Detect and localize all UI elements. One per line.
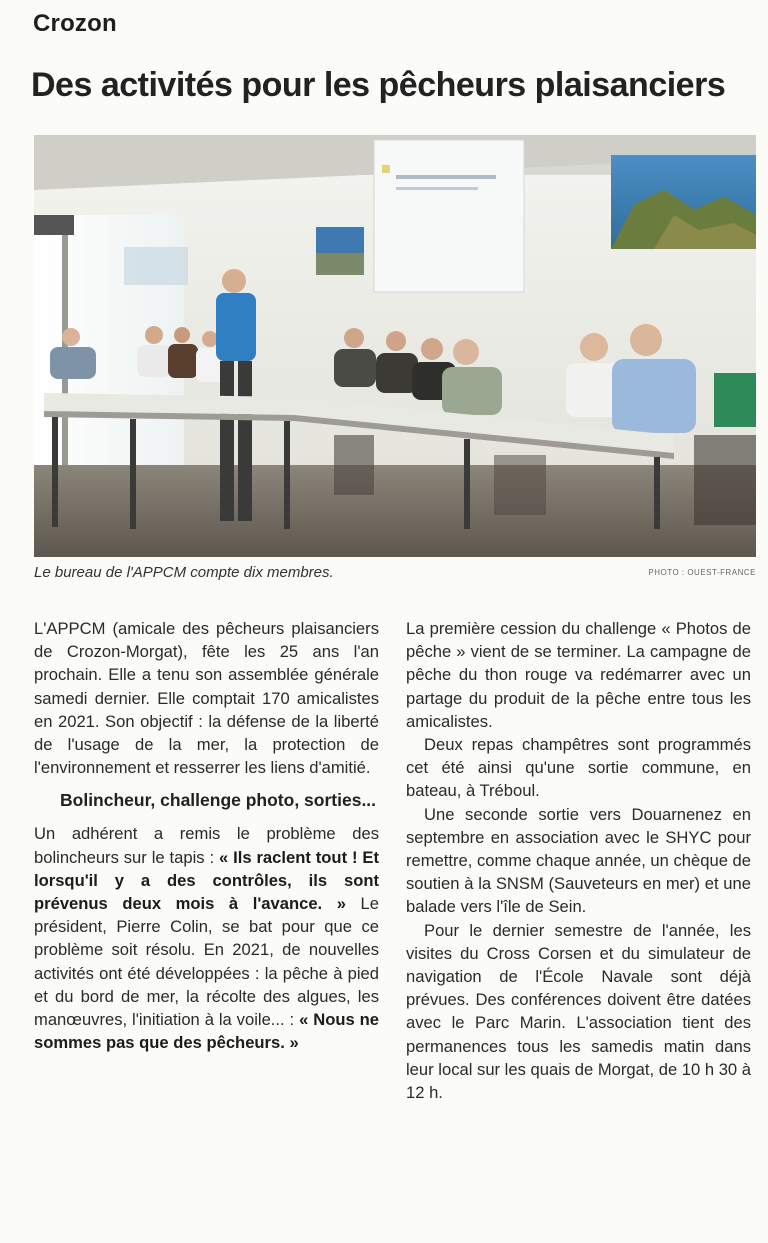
- headline: Des activités pour les pêcheurs plaisanciers: [31, 66, 726, 104]
- president-quote: « Nous ne sommes pas que des pêcheurs. »: [34, 1010, 379, 1053]
- article-column-right: [406, 617, 751, 1104]
- section-label: Crozon: [33, 10, 117, 37]
- article-paragraph: La première cession du challenge « Photos de pêche » vient de se terminer. La campagne de pêche du thon rouge va redémarrer avec un partage du produit de la pêche entre tous les amicalistes.: [406, 619, 751, 731]
- article-column-left: [34, 617, 379, 1054]
- article-paragraph: Pour le dernier semestre de l'année, les visites du Cross Corsen et du simulateur de navigation de l'École Navale sont déjà prévues. Des conférences doivent être datées avec le Parc Marin. L'association tient des permanences tous les samedis matin dans leur local sur les quais de Morgat, de 10 h 30 à 12 h.: [406, 920, 751, 1103]
- article-paragraph: Deux repas champêtres sont programmés cet été ainsi qu'une sortie commune, en bateau, à Tréboul.: [406, 735, 751, 801]
- paragraph-text: Un adhérent a remis le problème des bolincheurs sur le tapis :: [34, 824, 379, 867]
- article-paragraph: Une seconde sortie vers Douarnenez en septembre en association avec le SHYC pour remettre, comme chaque année, un chèque de soutien à la SNSM (Sauveteurs en mer) et une balade vers l'île de Sein.: [406, 804, 752, 917]
- article-paragraph: [34, 822, 379, 1054]
- member-quote: « Ils raclent tout ! Et lorsqu'il y a des contrôles, ils sont prévenus deux mois à l'avance. »: [34, 847, 380, 914]
- article-photo: [34, 135, 756, 557]
- article-subhead: Bolincheur, challenge photo, sorties...: [60, 790, 377, 811]
- article-paragraph: L'APPCM (amicale des pêcheurs plaisanciers de Crozon-Morgat), fête les 25 ans l'an prochain. Elle a tenu son assemblée générale samedi dernier. Elle comptait 170 amicalistes en 2021. Son objectif : la défense de la liberté de l'usage de la mer, la protection de l'environnement et resserrer les liens d'amitié.: [34, 619, 379, 778]
- photo-caption: Le bureau de l'APPCM compte dix membres.: [34, 564, 334, 581]
- paragraph-text: Le président, Pierre Colin, se bat pour que ce problème soit résolu. En 2021, de nouvelles activités ont été développées : la pêche à pied et du bord de mer, la récolte des algues, les manœuvres, l'initiation à la voile... :: [34, 894, 379, 1030]
- photo-credit: PHOTO : OUEST-FRANCE: [648, 568, 756, 577]
